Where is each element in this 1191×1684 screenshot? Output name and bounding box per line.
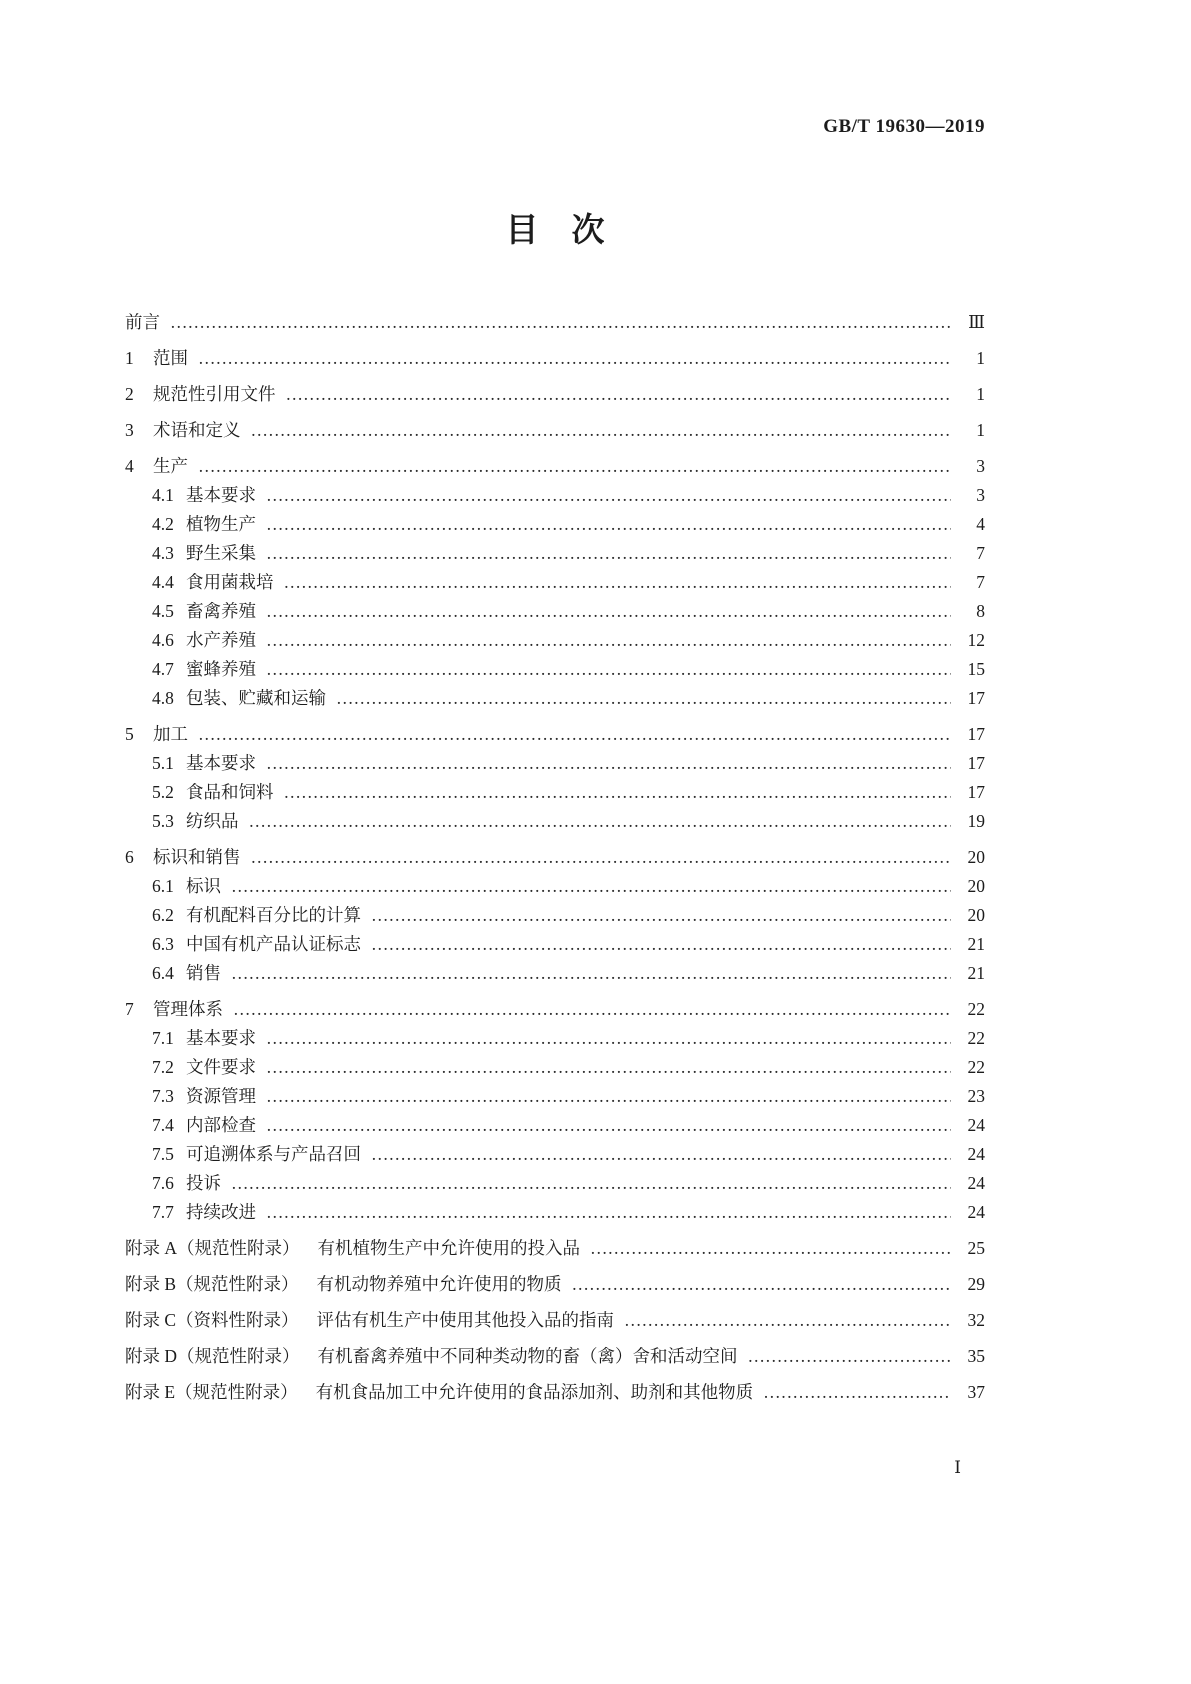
toc-entry-label: 有机畜禽养殖中不同种类动物的畜（禽）舍和活动空间 (317, 1346, 738, 1366)
page-title: 目 次 (505, 213, 605, 249)
toc-entry-page: 24 (967, 1173, 985, 1193)
toc-entry-number: 3 (125, 420, 134, 440)
toc-entry-label: 范围 (153, 348, 188, 368)
toc-entry (125, 510, 985, 539)
toc-entry-label: 中国有机产品认证标志 (186, 934, 361, 954)
toc-entry-label: 评估有机生产中使用其他投入品的指南 (316, 1310, 615, 1330)
toc-entry (125, 1111, 985, 1140)
toc-entry (125, 684, 985, 713)
toc-entry-page: 20 (967, 876, 985, 896)
toc-leader (266, 481, 951, 510)
toc-entry-number: 1 (125, 348, 134, 368)
toc-entry-label: 规范性引用文件 (153, 384, 276, 404)
toc-entry-number: 附录 D（规范性附录） (125, 1346, 300, 1366)
toc-entry-number: 4.5 (152, 601, 174, 621)
toc-leader (170, 308, 951, 337)
toc-entry-number: 6.1 (152, 876, 174, 896)
toc-entry-number: 5.1 (152, 753, 174, 773)
toc-entry (125, 901, 985, 930)
toc-leader (284, 568, 952, 597)
toc-entry-label: 资源管理 (186, 1086, 256, 1106)
toc-leader (251, 416, 952, 445)
toc-entry-label: 前言 (125, 312, 160, 332)
toc-entry (125, 778, 985, 807)
toc-entry-number: 4.1 (152, 485, 174, 505)
toc-list (125, 308, 985, 1407)
toc-entry (125, 995, 985, 1024)
toc-entry-label: 有机植物生产中允许使用的投入品 (317, 1238, 581, 1258)
toc-entry-page: 12 (967, 630, 985, 650)
toc-entry-label: 销售 (186, 963, 221, 983)
footer-page-number: Ⅰ (954, 1458, 961, 1477)
toc-entry-number: 7.6 (152, 1173, 174, 1193)
toc-entry-number: 7.4 (152, 1115, 174, 1135)
toc-entry-number: 5.2 (152, 782, 174, 802)
toc-entry (125, 959, 985, 988)
toc-entry-label: 标识和销售 (153, 847, 241, 867)
toc-entry (125, 344, 985, 373)
toc-leader (266, 597, 951, 626)
toc-entry-number: 4.2 (152, 514, 174, 534)
toc-entry-number: 附录 E（规范性附录） (125, 1382, 298, 1402)
toc-entry-page: 32 (967, 1310, 985, 1330)
toc-entry-label: 可追溯体系与产品召回 (186, 1144, 361, 1164)
toc-leader (266, 749, 951, 778)
toc-entry-label: 水产养殖 (186, 630, 256, 650)
toc-entry-label: 纺织品 (186, 811, 239, 831)
toc-entry-label: 蜜蜂养殖 (186, 659, 256, 679)
toc-entry (125, 308, 985, 337)
toc-leader (266, 1082, 951, 1111)
toc-entry-label: 持续改进 (186, 1202, 256, 1222)
toc-entry-number: 4.8 (152, 688, 174, 708)
toc-entry-page: 20 (967, 847, 985, 867)
toc-entry-label: 有机配料百分比的计算 (186, 905, 361, 925)
toc-entry-page: 25 (967, 1238, 985, 1258)
toc-entry-number: 7 (125, 999, 134, 1019)
toc-entry (125, 626, 985, 655)
toc-entry-label: 文件要求 (186, 1057, 256, 1077)
toc-entry-number: 4.7 (152, 659, 174, 679)
toc-entry (125, 749, 985, 778)
toc-entry (125, 568, 985, 597)
toc-entry (125, 720, 985, 749)
toc-leader (371, 901, 951, 930)
toc-entry-label: 食用菌栽培 (186, 572, 274, 592)
toc-entry-number: 4.4 (152, 572, 174, 592)
toc-entry (125, 481, 985, 510)
toc-entry (125, 1140, 985, 1169)
toc-leader (266, 626, 951, 655)
toc-entry-label: 植物生产 (186, 514, 256, 534)
toc-entry-page: 7 (976, 572, 985, 592)
toc-entry (125, 1169, 985, 1198)
toc-leader (336, 684, 951, 713)
toc-leader (624, 1306, 951, 1335)
toc-leader (198, 344, 951, 373)
toc-entry-label: 包装、贮藏和运输 (186, 688, 326, 708)
toc-entry (125, 930, 985, 959)
toc-leader (371, 1140, 951, 1169)
toc-entry-page: 1 (976, 420, 985, 440)
toc-entry (125, 597, 985, 626)
toc-leader (231, 1169, 951, 1198)
toc-leader (249, 807, 952, 836)
toc-entry-page: 21 (967, 934, 985, 954)
toc-entry-number: 5.3 (152, 811, 174, 831)
toc-leader (233, 995, 951, 1024)
toc-entry-page: 4 (976, 514, 985, 534)
toc-entry-label: 术语和定义 (153, 420, 241, 440)
toc-entry-page: 15 (967, 659, 985, 679)
toc-entry-label: 食品和饲料 (186, 782, 274, 802)
toc-entry-number: 5 (125, 724, 134, 744)
toc-leader (266, 539, 951, 568)
toc-leader (231, 959, 951, 988)
toc-entry-number: 附录 A（规范性附录） (125, 1238, 300, 1258)
toc-entry (125, 1306, 985, 1335)
toc-entry-page: 8 (976, 601, 985, 621)
toc-entry-page: 24 (967, 1202, 985, 1222)
toc-entry (125, 1053, 985, 1082)
toc-leader (266, 1111, 951, 1140)
toc-entry-number: 7.3 (152, 1086, 174, 1106)
toc-entry-number: 附录 C（资料性附录） (125, 1310, 299, 1330)
toc-entry-page: 3 (976, 456, 985, 476)
toc-entry-page: 19 (967, 811, 985, 831)
toc-entry (125, 539, 985, 568)
toc-entry (125, 1024, 985, 1053)
toc-entry-page: 21 (967, 963, 985, 983)
toc-leader (251, 843, 952, 872)
toc-entry-page: 17 (967, 753, 985, 773)
toc-leader (266, 1053, 951, 1082)
toc-entry-page: 20 (967, 905, 985, 925)
toc-entry (125, 1342, 985, 1371)
toc-entry-label: 标识 (186, 876, 221, 896)
toc-leader (266, 1024, 951, 1053)
toc-entry-number: 6.2 (152, 905, 174, 925)
toc-entry-number: 7.2 (152, 1057, 174, 1077)
toc-entry-label: 基本要求 (186, 753, 256, 773)
toc-entry-label: 加工 (153, 724, 188, 744)
toc-entry (125, 843, 985, 872)
toc-leader (198, 452, 951, 481)
toc-entry-number: 7.5 (152, 1144, 174, 1164)
toc-entry-number: 6 (125, 847, 134, 867)
toc-leader (231, 872, 951, 901)
toc-leader (286, 380, 952, 409)
toc-entry (125, 380, 985, 409)
toc-leader (763, 1378, 951, 1407)
toc-leader (266, 510, 951, 539)
toc-entry-page: 23 (967, 1086, 985, 1106)
toc-entry-page: 29 (967, 1274, 985, 1294)
toc-leader (266, 1198, 951, 1227)
toc-entry-label: 管理体系 (153, 999, 223, 1019)
toc-entry-label: 有机食品加工中允许使用的食品添加剂、助剂和其他物质 (315, 1382, 754, 1402)
toc-leader (266, 655, 951, 684)
toc-leader (284, 778, 952, 807)
toc-entry-number: 附录 B（规范性附录） (125, 1274, 299, 1294)
toc-entry-number: 7.7 (152, 1202, 174, 1222)
toc-entry-page: 17 (967, 782, 985, 802)
toc-leader (572, 1270, 951, 1299)
toc-entry-label: 基本要求 (186, 1028, 256, 1048)
toc-entry (125, 1082, 985, 1111)
toc-entry-number: 2 (125, 384, 134, 404)
toc-entry-page: 24 (967, 1144, 985, 1164)
toc-entry (125, 655, 985, 684)
toc-entry (125, 1270, 985, 1299)
toc-entry (125, 416, 985, 445)
toc-entry-number: 6.4 (152, 963, 174, 983)
toc-entry-label: 基本要求 (186, 485, 256, 505)
doc-number: GB/T 19630—2019 (823, 116, 985, 137)
toc-entry-page: 1 (976, 384, 985, 404)
toc-entry-page: 7 (976, 543, 985, 563)
toc-entry-label: 投诉 (186, 1173, 221, 1193)
toc-entry-page: 1 (976, 348, 985, 368)
toc-entry-page: 35 (967, 1346, 985, 1366)
toc-entry (125, 1378, 985, 1407)
toc-entry-page: 37 (967, 1382, 985, 1402)
toc-entry-label: 内部检查 (186, 1115, 256, 1135)
toc-entry (125, 807, 985, 836)
toc-entry (125, 1198, 985, 1227)
toc-entry-label: 畜禽养殖 (186, 601, 256, 621)
toc-entry-number: 4 (125, 456, 134, 476)
toc-entry-page: 22 (967, 1028, 985, 1048)
toc-entry (125, 452, 985, 481)
toc-leader (590, 1234, 951, 1263)
toc-entry-page: 24 (967, 1115, 985, 1135)
toc-entry-page: 22 (967, 1057, 985, 1077)
toc-entry-label: 生产 (153, 456, 188, 476)
toc-entry-page: 3 (976, 485, 985, 505)
toc-entry-number: 7.1 (152, 1028, 174, 1048)
toc-entry-label: 有机动物养殖中允许使用的物质 (316, 1274, 562, 1294)
toc-entry-label: 野生采集 (186, 543, 256, 563)
toc-leader (371, 930, 951, 959)
toc-entry-number: 4.3 (152, 543, 174, 563)
toc-entry (125, 872, 985, 901)
toc-leader (198, 720, 951, 749)
toc-entry-page: 22 (967, 999, 985, 1019)
toc-entry-page: Ⅲ (968, 312, 985, 332)
toc-entry-page: 17 (967, 688, 985, 708)
toc-entry-number: 4.6 (152, 630, 174, 650)
toc-leader (748, 1342, 951, 1371)
toc-entry-page: 17 (967, 724, 985, 744)
toc-entry (125, 1234, 985, 1263)
toc-entry-number: 6.3 (152, 934, 174, 954)
